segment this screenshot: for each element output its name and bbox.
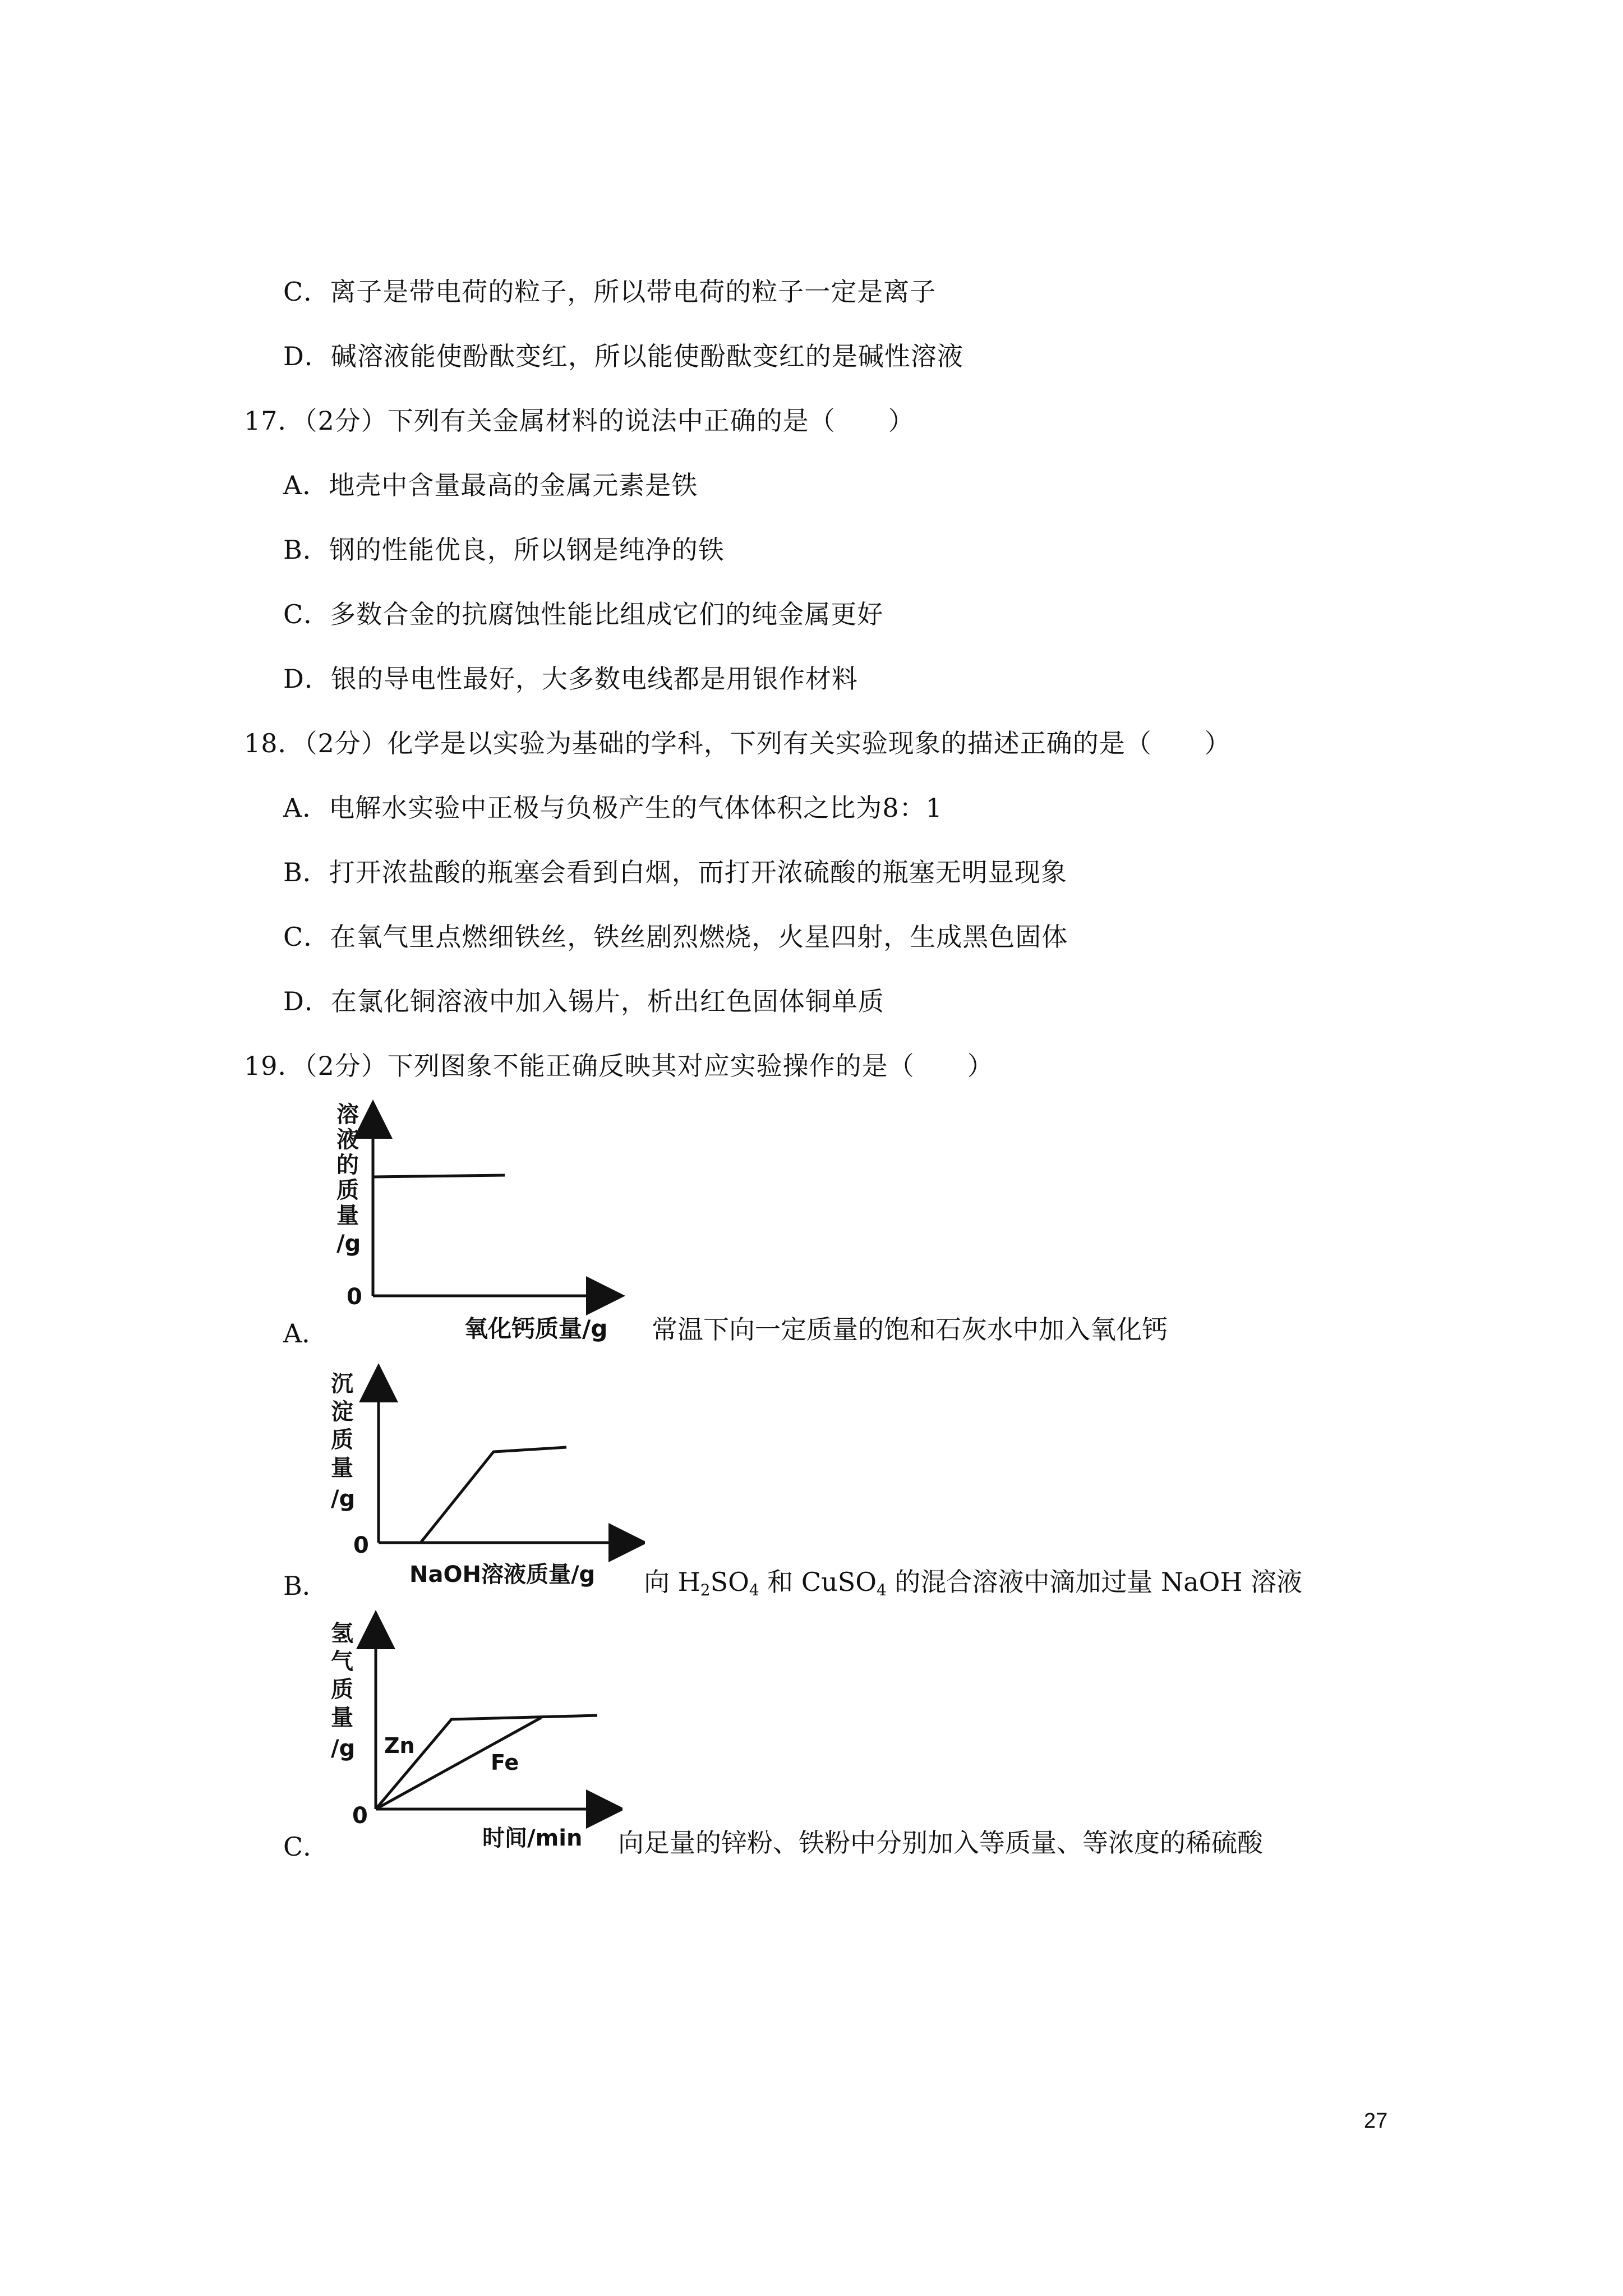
series-label-zn: Zn	[384, 1733, 415, 1758]
q19-option-b-graph	[331, 1363, 645, 1599]
caption-text: 和 CuSO	[759, 1567, 877, 1597]
ylabel-char: 氢	[331, 1621, 353, 1646]
x-axis-label: 时间/min	[482, 1825, 583, 1851]
series-line-zn	[376, 1715, 597, 1809]
series-label-fe: Fe	[491, 1750, 519, 1775]
ylabel-char: 质	[331, 1677, 353, 1703]
ylabel-char: /g	[336, 1231, 361, 1257]
series-line-precipitate-mass	[379, 1447, 566, 1543]
ylabel-char: 液	[336, 1127, 359, 1153]
subscript: 4	[876, 1581, 887, 1599]
q19-option-b-label: B．	[283, 1571, 328, 1601]
ylabel-char: 质	[331, 1427, 353, 1453]
q16-option-d: D．碱溶液能使酚酞变红，所以能使酚酞变红的是碱性溶液	[283, 341, 963, 371]
subscript: 4	[749, 1581, 759, 1599]
q16-option-c: C．离子是带电荷的粒子，所以带电荷的粒子一定是离子	[283, 277, 937, 307]
q17-option-c: C．多数合金的抗腐蚀性能比组成它们的纯金属更好	[283, 599, 884, 629]
caption-text: 的混合溶液中滴加过量 NaOH 溶液	[886, 1567, 1303, 1597]
ylabel-char: 溶	[336, 1102, 359, 1128]
ylabel-char: /g	[331, 1736, 356, 1761]
q19-option-b-caption	[644, 1565, 1302, 1607]
ylabel-char: /g	[331, 1486, 356, 1512]
ylabel-char: 沉	[331, 1371, 353, 1397]
q19-option-a-graph	[336, 1097, 651, 1343]
subscript: 2	[700, 1581, 711, 1599]
q17-stem: 17．（2分）下列有关金属材料的说法中正确的是（ ）	[244, 406, 915, 436]
q19-option-c-graph	[331, 1610, 623, 1851]
ylabel-char: 质	[336, 1177, 359, 1203]
q19-stem: 19．（2分）下列图象不能正确反映其对应实验操作的是（ ）	[244, 1051, 994, 1081]
q19-option-a-label: A．	[283, 1318, 328, 1349]
q18-option-d: D．在氯化铜溶液中加入锡片，析出红色固体铜单质	[283, 986, 884, 1016]
ylabel-char: 气	[331, 1649, 353, 1674]
x-axis-label: NaOH溶液质量/g	[409, 1562, 596, 1588]
origin-label: 0	[347, 1284, 362, 1310]
ylabel-char: 淀	[331, 1399, 353, 1425]
series-line-solution-mass	[373, 1175, 505, 1177]
q19-option-c-label: C．	[283, 1832, 329, 1862]
origin-label: 0	[352, 1803, 368, 1829]
q19-option-c-caption: 向足量的锌粉、铁粉中分别加入等质量、等浓度的稀硫酸	[618, 1828, 1263, 1858]
x-axis-label: 氧化钙质量/g	[464, 1315, 608, 1342]
q18-stem: 18．（2分）化学是以实验为基础的学科，下列有关实验现象的描述正确的是（ ）	[244, 728, 1231, 758]
q18-option-a: A．电解水实验中正极与负极产生的气体体积之比为8：1	[283, 793, 943, 823]
q17-option-b: B．钢的性能优良，所以钢是纯净的铁	[283, 535, 725, 565]
caption-text: SO	[710, 1567, 749, 1597]
ylabel-char: 的	[336, 1152, 359, 1178]
ylabel-char: 量	[336, 1203, 359, 1228]
q18-option-c: C．在氧气里点燃细铁丝，铁丝剧烈燃烧，火星四射，生成黑色固体	[283, 922, 1068, 952]
q18-option-b: B．打开浓盐酸的瓶塞会看到白烟，而打开浓硫酸的瓶塞无明显现象	[283, 857, 1067, 887]
q17-option-a: A．地壳中含量最高的金属元素是铁	[283, 470, 698, 500]
caption-text: 向 H	[644, 1567, 700, 1597]
origin-label: 0	[353, 1533, 369, 1558]
page-number: 27	[1364, 2109, 1388, 2133]
q19-option-a-caption: 常温下向一定质量的饱和石灰水中加入氧化钙	[652, 1314, 1168, 1345]
ylabel-char: 量	[331, 1705, 353, 1731]
q17-option-d: D．银的导电性最好，大多数电线都是用银作材料	[283, 664, 858, 694]
ylabel-char: 量	[331, 1455, 353, 1481]
